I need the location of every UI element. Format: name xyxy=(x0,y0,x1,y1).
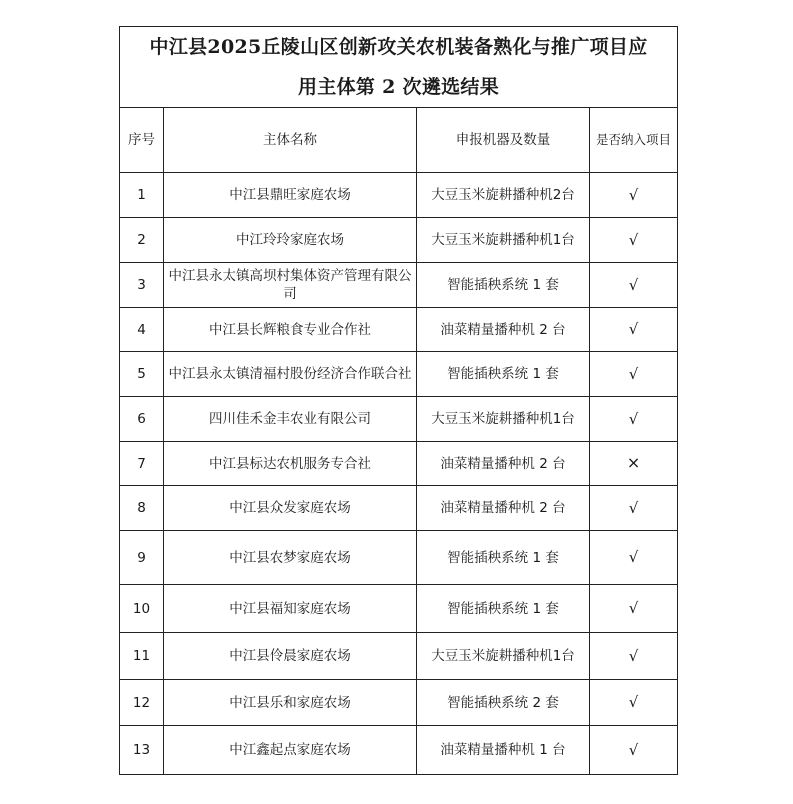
table-row xyxy=(120,263,678,308)
cell-included xyxy=(590,263,678,308)
cell-no: 8 xyxy=(120,486,164,531)
cell-name: 中江县农梦家庭农场 xyxy=(164,531,417,585)
table-row xyxy=(120,173,678,218)
cell-no: 5 xyxy=(120,352,164,397)
cell-equipment: 大豆玉米旋耕播种机2台 xyxy=(417,173,590,218)
cell-included xyxy=(590,486,678,531)
table-row xyxy=(120,633,678,680)
cell-no: 1 xyxy=(120,173,164,218)
cell-equipment: 大豆玉米旋耕播种机1台 xyxy=(417,633,590,680)
cell-included xyxy=(590,218,678,263)
cell-equipment: 智能插秧系统 1 套 xyxy=(417,263,590,308)
cell-equipment: 智能插秧系统 2 套 xyxy=(417,680,590,726)
cell-no: 9 xyxy=(120,531,164,585)
table-body xyxy=(120,173,678,775)
check-icon: √ xyxy=(628,740,639,759)
check-icon: √ xyxy=(628,548,639,566)
cell-equipment: 智能插秧系统 1 套 xyxy=(417,585,590,633)
cell-no: 7 xyxy=(120,442,164,486)
check-icon: √ xyxy=(628,599,639,617)
cell-name: 中江县永太镇高坝村集体资产管理有限公司 xyxy=(164,263,417,308)
table-row xyxy=(120,218,678,263)
cell-name: 中江县众发家庭农场 xyxy=(164,486,417,531)
cross-icon: × xyxy=(626,453,641,472)
cell-name: 中江县永太镇清福村股份经济合作联合社 xyxy=(164,352,417,397)
check-icon: √ xyxy=(628,409,639,428)
cell-equipment: 油菜精量播种机 2 台 xyxy=(417,486,590,531)
title-row xyxy=(120,27,678,108)
cell-equipment: 油菜精量播种机 2 台 xyxy=(417,308,590,352)
table-row xyxy=(120,726,678,775)
cell-included xyxy=(590,442,678,486)
table-row xyxy=(120,680,678,726)
cell-name: 中江县标达农机服务专合社 xyxy=(164,442,417,486)
table-row xyxy=(120,486,678,531)
cell-no: 6 xyxy=(120,397,164,442)
title-line-1: 中江县2025丘陵山区创新攻关农机装备熟化与推广项目应 xyxy=(149,36,648,58)
check-icon: √ xyxy=(628,498,639,517)
cell-included xyxy=(590,397,678,442)
table-row xyxy=(120,585,678,633)
cell-included xyxy=(590,585,678,633)
cell-no: 4 xyxy=(120,308,164,352)
header-name: 主体名称 xyxy=(164,108,417,173)
cell-no: 13 xyxy=(120,726,164,775)
cell-name: 中江县鼎旺家庭农场 xyxy=(164,173,417,218)
results-sheet xyxy=(119,26,677,775)
header-no: 序号 xyxy=(120,108,164,173)
cell-name: 中江县伶晨家庭农场 xyxy=(164,633,417,680)
cell-equipment: 智能插秧系统 1 套 xyxy=(417,352,590,397)
cell-name: 中江玲玲家庭农场 xyxy=(164,218,417,263)
table-row xyxy=(120,397,678,442)
document-title xyxy=(120,27,678,108)
cell-included xyxy=(590,680,678,726)
cell-included xyxy=(590,633,678,680)
cell-equipment: 智能插秧系统 1 套 xyxy=(417,531,590,585)
table-row xyxy=(120,308,678,352)
cell-equipment: 油菜精量播种机 1 台 xyxy=(417,726,590,775)
check-icon: √ xyxy=(628,185,639,204)
header-row xyxy=(120,108,678,173)
cell-included xyxy=(590,726,678,775)
cell-name: 中江鑫起点家庭农场 xyxy=(164,726,417,775)
table-row xyxy=(120,531,678,585)
cell-no: 2 xyxy=(120,218,164,263)
table-row xyxy=(120,352,678,397)
check-icon: √ xyxy=(628,275,639,294)
table-row xyxy=(120,442,678,486)
results-table xyxy=(119,26,678,775)
cell-name: 中江县福知家庭农场 xyxy=(164,585,417,633)
cell-equipment: 大豆玉米旋耕播种机1台 xyxy=(417,397,590,442)
cell-name: 中江县乐和家庭农场 xyxy=(164,680,417,726)
cell-name: 中江县长辉粮食专业合作社 xyxy=(164,308,417,352)
check-icon: √ xyxy=(628,230,639,249)
cell-no: 12 xyxy=(120,680,164,726)
cell-included xyxy=(590,308,678,352)
header-included: 是否纳入项目 xyxy=(590,108,678,173)
cell-equipment: 大豆玉米旋耕播种机1台 xyxy=(417,218,590,263)
cell-included xyxy=(590,352,678,397)
cell-no: 10 xyxy=(120,585,164,633)
check-icon: √ xyxy=(628,693,639,711)
cell-equipment: 油菜精量播种机 2 台 xyxy=(417,442,590,486)
header-equipment: 申报机器及数量 xyxy=(417,108,590,173)
cell-no: 3 xyxy=(120,263,164,308)
cell-name: 四川佳禾金丰农业有限公司 xyxy=(164,397,417,442)
check-icon: √ xyxy=(628,364,639,383)
title-line-2: 用主体第 2 次遴选结果 xyxy=(297,76,500,98)
cell-included xyxy=(590,173,678,218)
check-icon: √ xyxy=(628,320,639,338)
cell-no: 11 xyxy=(120,633,164,680)
check-icon: √ xyxy=(628,646,639,665)
cell-included xyxy=(590,531,678,585)
